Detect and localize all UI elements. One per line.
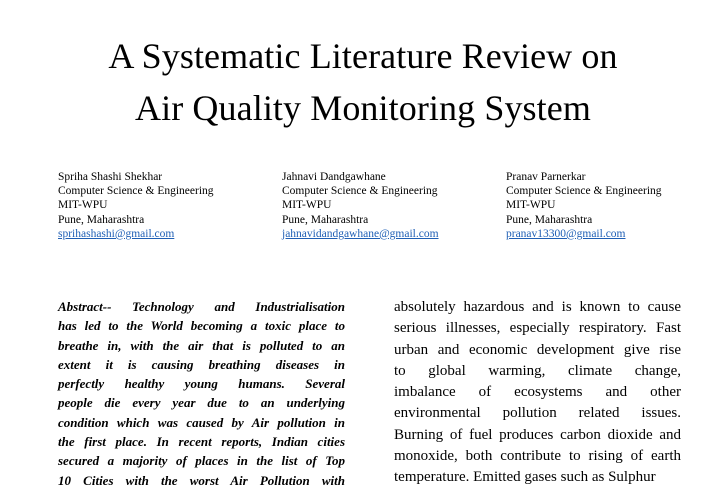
author-institution: MIT-WPU <box>506 199 556 212</box>
paper-title-line-1: A Systematic Literature Review on <box>108 36 618 76</box>
body-line: temperature. Emitted gases such as Sulphur <box>394 469 656 486</box>
paper-title <box>0 30 726 134</box>
author-email-link[interactable]: pranav13300@gmail.com <box>506 227 626 240</box>
abstract-line: Abstract-- Technology and Industrialisation <box>58 299 345 314</box>
author-location: Pune, Maharashtra <box>506 213 593 226</box>
abstract-line: has led to the World becoming a toxic place to <box>58 318 345 334</box>
body-line: environmental pollution related issues. <box>394 405 681 422</box>
author-block-3 <box>506 170 662 241</box>
author-name: Pranav Parnerkar <box>506 171 586 183</box>
body-line: to global warming, climate change, <box>394 362 681 379</box>
abstract-line: the first place. In recent reports, Indian cities <box>58 434 345 450</box>
author-email-link[interactable]: sprihashashi@gmail.com <box>58 227 175 240</box>
author-block-1 <box>58 170 214 241</box>
paper-title-line-2: Air Quality Monitoring System <box>135 88 591 128</box>
author-department: Computer Science & Engineering <box>58 185 214 198</box>
abstract-line: people die every year due to an underlying <box>58 395 345 411</box>
abstract-line: extent it is causing breathing diseases in <box>58 356 345 372</box>
body-line: serious illnesses, especially respiratory. Fast <box>394 320 681 337</box>
abstract-line: 10 Cities with the worst Air Pollution with <box>58 472 345 488</box>
abstract-line: secured a majority of places in the list of Top <box>58 453 345 469</box>
body-paragraph <box>394 297 681 489</box>
author-name: Jahnavi Dandgawhane <box>282 171 386 183</box>
body-line: imbalance of ecosystems and other <box>394 384 681 401</box>
body-line: urban and economic development give rise <box>394 341 681 358</box>
author-location: Pune, Maharashtra <box>58 213 145 226</box>
author-institution: MIT-WPU <box>58 199 108 212</box>
author-location: Pune, Maharashtra <box>282 213 369 226</box>
abstract-line: breathe in, with the air that is polluted to an <box>58 337 345 353</box>
author-department: Computer Science & Engineering <box>506 185 662 198</box>
author-email-link[interactable]: jahnavidandgawhane@gmail.com <box>282 227 439 240</box>
abstract-line: perfectly healthy young humans. Several <box>58 376 345 392</box>
abstract-paragraph <box>58 297 345 490</box>
body-line: Burning of fuel produces carbon dioxide and <box>394 426 681 443</box>
author-institution: MIT-WPU <box>282 199 332 212</box>
body-line: absolutely hazardous and is known to cause <box>394 299 681 315</box>
author-block-2 <box>282 170 439 241</box>
body-line: monoxide, both contribute to rising of earth <box>394 448 681 465</box>
abstract-line: condition which was caused by Air pollution in <box>58 414 345 430</box>
author-name: Spriha Shashi Shekhar <box>58 171 163 183</box>
author-department: Computer Science & Engineering <box>282 185 438 198</box>
